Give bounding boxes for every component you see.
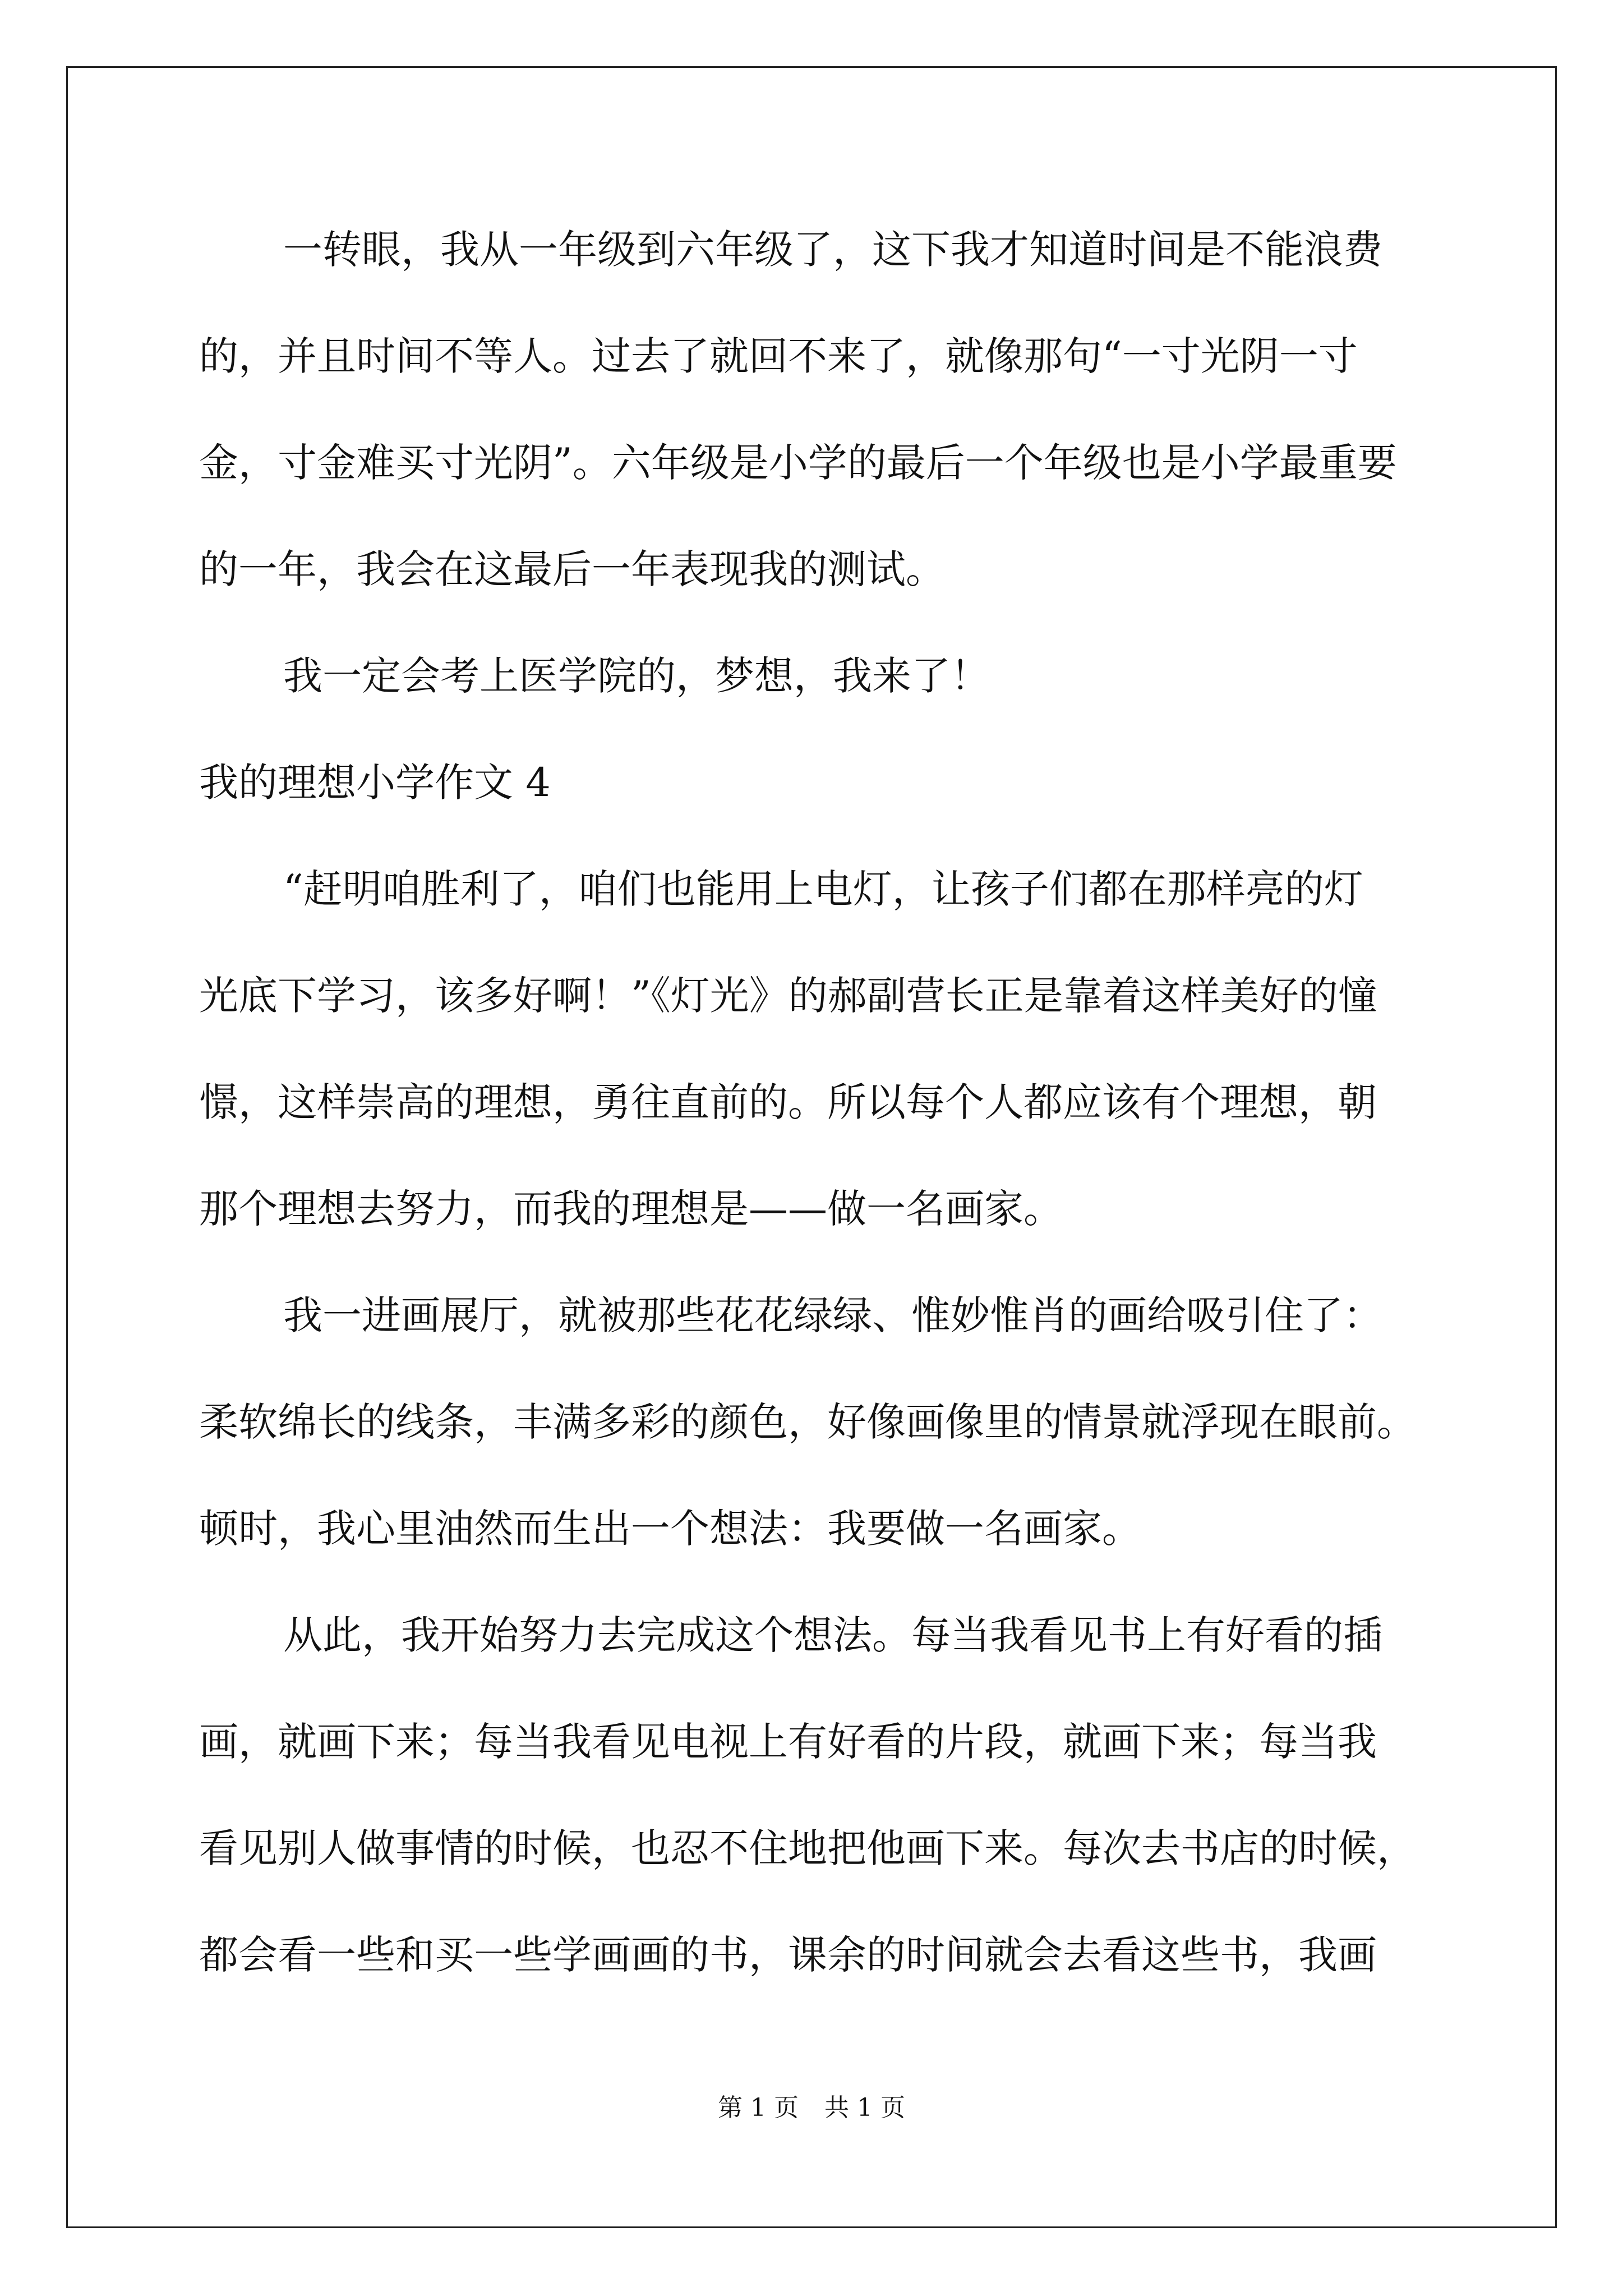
paragraph-line: 都会看一些和买一些学画画的书，课余的时间就会去看这些书，我画 [199, 1932, 1377, 1978]
paragraph-line: 从此，我开始努力去完成这个想法。每当我看见书上有好看的插 [283, 1612, 1382, 1658]
paragraph-line: 的，并且时间不等人。过去了就回不来了，就像那句“一寸光阴一寸 [199, 333, 1358, 379]
paragraph-line: 我一进画展厅，就被那些花花绿绿、惟妙惟肖的画给吸引住了： [283, 1292, 1382, 1338]
paragraph-line: 柔软绵长的线条，丰满多彩的颜色，好像画像里的情景就浮现在眼前。 [199, 1399, 1416, 1445]
page-border [66, 66, 1557, 2228]
section-heading: 我的理想小学作文 4 [199, 760, 551, 806]
paragraph-line: 我一定会考上医学院的，梦想，我来了！ [283, 653, 990, 699]
paragraph-line: 一转眼，我从一年级到六年级了，这下我才知道时间是不能浪费 [283, 227, 1382, 273]
paragraph-line: 画，就画下来；每当我看见电视上有好看的片段，就画下来；每当我 [199, 1719, 1377, 1765]
paragraph-line: 光底下学习，该多好啊！”《灯光》的郝副营长正是靠着这样美好的憧 [199, 973, 1377, 1019]
page-number: 第 1 页 [718, 2093, 799, 2122]
paragraph-line: 憬，这样崇高的理想，勇往直前的。所以每个人都应该有个理想，朝 [199, 1079, 1377, 1125]
paragraph-line: 顿时，我心里油然而生出一个想法：我要做一名画家。 [199, 1506, 1141, 1552]
paragraph-line: 看见别人做事情的时候，也忍不住地把他画下来。每次去书店的时候， [199, 1825, 1416, 1871]
page-footer [0, 2091, 1623, 2125]
paragraph-line: 那个理想去努力，而我的理想是——做一名画家。 [199, 1186, 1063, 1232]
paragraph-line: 的一年，我会在这最后一年表现我的测试。 [199, 546, 945, 592]
paragraph-line: 金，寸金难买寸光阴”。六年级是小学的最后一个年级也是小学最重要 [199, 440, 1397, 486]
paragraph-line: “赶明咱胜利了，咱们也能用上电灯，让孩子们都在那样亮的灯 [283, 866, 1363, 912]
page-total: 共 1 页 [824, 2093, 905, 2122]
